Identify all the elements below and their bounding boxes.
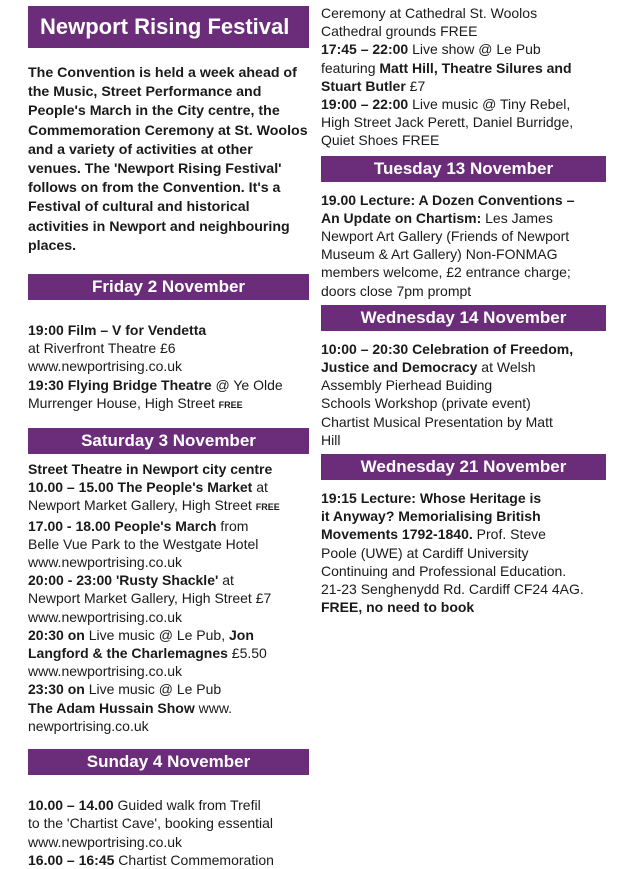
- event-detail: at: [252, 479, 268, 496]
- wednesday14-heading: Wednesday 14 November: [321, 305, 606, 331]
- festival-intro: The Convention is held a week ahead of the Music, Street Performance and People's March in the City centre, the Commemoration Ceremony at St. Woolos and a variety of activities at other venues. The 'Newport Rising Festival' follows on from the Convention. It's a Festival of cultural and historical activities in Newport and neighbouring places.: [28, 65, 308, 254]
- event-detail: Schools Workshop (private event): [321, 395, 531, 412]
- event-detail: £5.50: [227, 645, 267, 662]
- tuesday-events: [321, 191, 606, 300]
- saturday-events: [28, 460, 309, 735]
- free-label: FREE: [255, 502, 280, 513]
- event-detail: Ceremony at Cathedral St. Woolos: [321, 5, 538, 21]
- event-link: www.newportrising.co.uk: [28, 608, 183, 625]
- event-time-title: 19:00 Film – V for Vendetta: [28, 322, 207, 339]
- event-performer: Matt Hill, Theatre Silures and: [379, 59, 572, 76]
- event-performer: Langford & the Charlemagnes: [28, 645, 228, 662]
- event-title: Justice and Democracy: [321, 359, 478, 376]
- event-detail: Les James: [481, 209, 553, 226]
- event-link: www.newportrising.co.uk: [28, 358, 183, 375]
- event-detail: Hill: [321, 431, 341, 448]
- wednesday21-events: [321, 489, 606, 616]
- event-time-title: 23:30 on: [28, 681, 85, 698]
- event-title: Movements 1792-1840.: [321, 526, 473, 543]
- event-link: newportrising.co.uk: [28, 717, 149, 734]
- event-time-title: 19:15 Lecture: Whose Heritage is: [321, 490, 542, 507]
- event-time-title: 10.00 – 15.00 The People's Market: [28, 479, 253, 496]
- event-link: www.newportrising.co.uk: [28, 554, 183, 571]
- event-time-title: 19:30 Flying Bridge Theatre: [28, 376, 212, 393]
- sunday-events-start: [28, 796, 309, 869]
- event-performer: The Adam Hussain Show: [28, 699, 195, 716]
- event-time-title: 16.00 – 16:45: [28, 851, 115, 868]
- event-detail: at Welsh: [477, 359, 536, 376]
- event-detail: Live music @ Le Pub: [84, 681, 222, 698]
- event-detail: members welcome, £2 entrance charge;: [321, 264, 571, 281]
- sunday-heading: Sunday 4 November: [28, 749, 309, 775]
- event-title: An Update on Chartism:: [321, 209, 482, 226]
- event-time-title: 19:00 – 22:00: [321, 96, 409, 113]
- event-detail: Belle Vue Park to the Westgate Hotel: [28, 535, 259, 552]
- event-detail: Live show @ Le Pub: [408, 41, 541, 58]
- saturday-heading: Saturday 3 November: [28, 428, 309, 454]
- event-time-title: 17.00 - 18.00 People's March: [28, 517, 217, 534]
- event-detail: featuring: [321, 59, 380, 76]
- event-time-title: 10:00 – 20:30 Celebration of Freedom,: [321, 340, 574, 357]
- wednesday14-events: [321, 340, 606, 449]
- right-column: [321, 0, 606, 616]
- event-title: it Anyway? Memorialising British: [321, 508, 541, 525]
- friday-events: [28, 321, 309, 414]
- event-detail: Prof. Steve: [472, 526, 546, 543]
- event-detail: Cathedral grounds FREE: [321, 23, 478, 40]
- event-time-title: 19.00 Lecture: A Dozen Conventions –: [321, 191, 575, 208]
- event-detail: www.: [194, 699, 233, 716]
- festival-title: Newport Rising Festival: [28, 6, 309, 48]
- event-detail: Chartist Commemoration: [114, 851, 274, 868]
- event-time-title: 20:00 - 23:00 'Rusty Shackle': [28, 572, 219, 589]
- event-detail: Newport Market Gallery, High Street £7: [28, 590, 272, 607]
- friday-heading: Friday 2 November: [28, 274, 309, 300]
- event-detail: Newport Art Gallery (Friends of Newport: [321, 228, 570, 245]
- event-performer: Stuart Butler: [321, 77, 406, 94]
- event-detail: at: [218, 572, 234, 589]
- event-link: www.newportrising.co.uk: [28, 663, 183, 680]
- event-detail: 21-23 Senghenydd Rd. Cardiff CF24 4AG.: [321, 581, 584, 598]
- event-link: www.newportrising.co.uk: [28, 833, 183, 850]
- event-detail: £7: [405, 77, 426, 94]
- event-detail: @ Ye Olde: [211, 376, 283, 393]
- event-performer: Jon: [228, 626, 254, 643]
- sunday-events-cont: [321, 4, 606, 150]
- event-detail: Chartist Musical Presentation by Matt: [321, 413, 553, 430]
- event-time-title: 20:30 on: [28, 626, 85, 643]
- left-column: [28, 0, 309, 869]
- event-detail: Live music @ Le Pub,: [84, 626, 229, 643]
- event-time-title: 10.00 – 14.00: [28, 797, 114, 814]
- event-detail: to the 'Chartist Cave', booking essential: [28, 815, 274, 832]
- tuesday-heading: Tuesday 13 November: [321, 156, 606, 182]
- event-free-note: FREE, no need to book: [321, 599, 475, 616]
- saturday-intro: Street Theatre in Newport city centre: [28, 461, 273, 478]
- event-detail: Museum & Art Gallery) Non-FONMAG: [321, 246, 558, 263]
- event-time-title: 17:45 – 22:00: [321, 41, 409, 58]
- event-detail: Quiet Shoes FREE: [321, 132, 440, 149]
- event-detail: Poole (UWE) at Cardiff University: [321, 544, 529, 561]
- event-detail: Newport Market Gallery, High Street: [28, 497, 252, 514]
- event-detail: Continuing and Professional Education.: [321, 562, 567, 579]
- event-detail: Live music @ Tiny Rebel,: [408, 96, 571, 113]
- event-detail: Murrenger House, High Street: [28, 394, 215, 411]
- event-detail: at Riverfront Theatre £6: [28, 340, 176, 357]
- event-detail: Assembly Pierhead Buiding: [321, 377, 493, 394]
- event-detail: High Street Jack Perett, Daniel Burridge,: [321, 114, 574, 131]
- event-detail: doors close 7pm prompt: [321, 282, 472, 299]
- event-detail: from: [216, 517, 249, 534]
- event-detail: Guided walk from Trefil: [113, 797, 261, 814]
- wednesday21-heading: Wednesday 21 November: [321, 454, 606, 480]
- free-label: FREE: [218, 399, 243, 410]
